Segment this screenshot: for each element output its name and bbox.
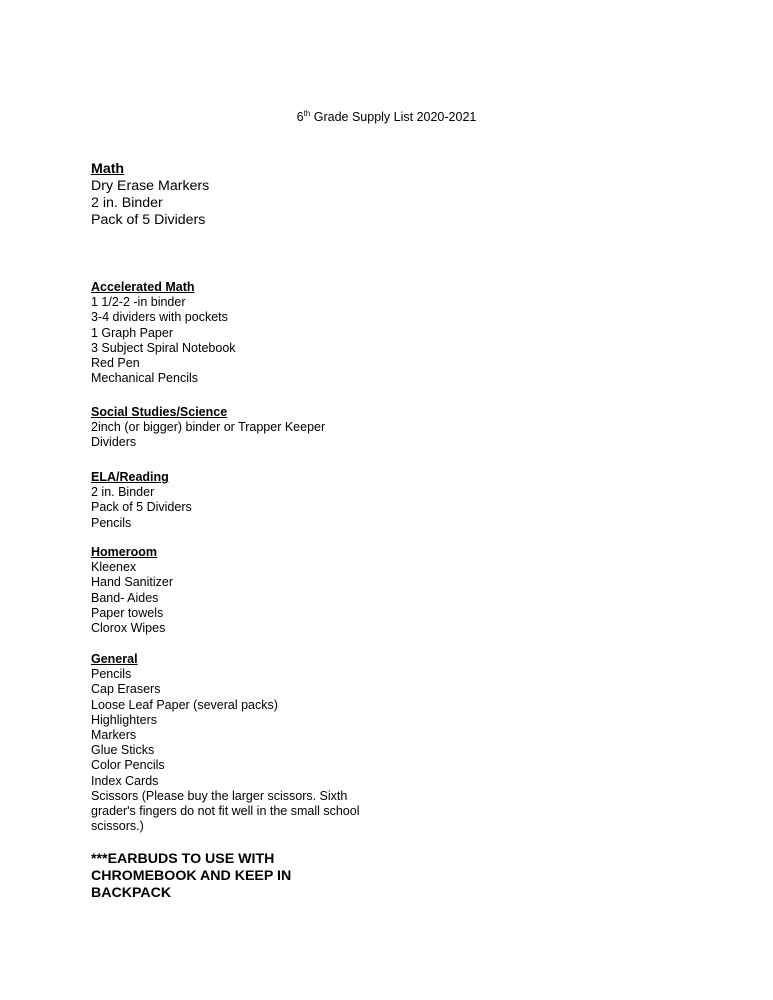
list-item: Markers — [91, 728, 137, 743]
section-heading: Math — [91, 161, 125, 177]
page-title — [0, 109, 773, 125]
list-item: grader's fingers do not fit well in the small school — [91, 804, 360, 819]
section-heading: ELA/Reading — [91, 470, 169, 484]
list-item: Pencils — [91, 515, 132, 530]
earbuds-note — [91, 851, 291, 902]
list-item: Cap Erasers — [91, 682, 161, 697]
title-text: Grade Supply List 2020-2021 — [310, 110, 477, 124]
list-item: Mechanical Pencils — [91, 371, 198, 386]
list-item: Paper towels — [91, 605, 164, 620]
list-item: Loose Leaf Paper (several packs) — [91, 697, 278, 712]
list-item: scissors.) — [91, 819, 144, 834]
earbuds-note-line: CHROMEBOOK AND KEEP IN — [91, 868, 292, 884]
list-item: Pack of 5 Dividers — [91, 500, 192, 515]
list-item: 2inch (or bigger) binder or Trapper Keeper — [91, 420, 326, 435]
list-item: Index Cards — [91, 773, 159, 788]
list-item: Pencils — [91, 667, 132, 682]
section-heading: General — [91, 652, 138, 666]
list-item: Hand Sanitizer — [91, 575, 173, 590]
list-item: Clorox Wipes — [91, 621, 166, 636]
ela-reading-section — [91, 470, 192, 531]
title-grade-number: 6 — [296, 110, 304, 124]
list-item: 2 in. Binder — [91, 195, 163, 211]
list-item: Glue Sticks — [91, 743, 155, 758]
homeroom-section — [91, 545, 173, 636]
accelerated-math-section — [91, 280, 236, 386]
earbuds-note-line: BACKPACK — [91, 885, 172, 901]
social-studies-science-section — [91, 405, 325, 451]
list-item: Red Pen — [91, 356, 140, 371]
list-item: Scissors (Please buy the larger scissors. Sixth — [91, 788, 348, 803]
title-ordinal-suffix: th — [303, 108, 311, 118]
section-heading: Accelerated Math — [91, 280, 195, 294]
list-item: Dividers — [91, 435, 137, 450]
list-item: 1 Graph Paper — [91, 325, 173, 340]
list-item: Kleenex — [91, 560, 137, 575]
section-heading: Homeroom — [91, 545, 157, 559]
list-item: Highlighters — [91, 712, 158, 727]
list-item: Band- Aides — [91, 590, 159, 605]
list-item: Pack of 5 Dividers — [91, 212, 206, 228]
list-item: 3-4 dividers with pockets — [91, 310, 228, 325]
list-item: 3 Subject Spiral Notebook — [91, 340, 236, 355]
section-heading: Social Studies/Science — [91, 405, 228, 419]
general-section — [91, 652, 360, 834]
list-item: 1 1/2-2 -in binder — [91, 295, 186, 310]
list-item: Dry Erase Markers — [91, 178, 210, 194]
earbuds-note-line: ***EARBUDS TO USE WITH — [91, 851, 275, 867]
list-item: Color Pencils — [91, 758, 165, 773]
math-section — [91, 161, 209, 229]
list-item: 2 in. Binder — [91, 485, 155, 500]
